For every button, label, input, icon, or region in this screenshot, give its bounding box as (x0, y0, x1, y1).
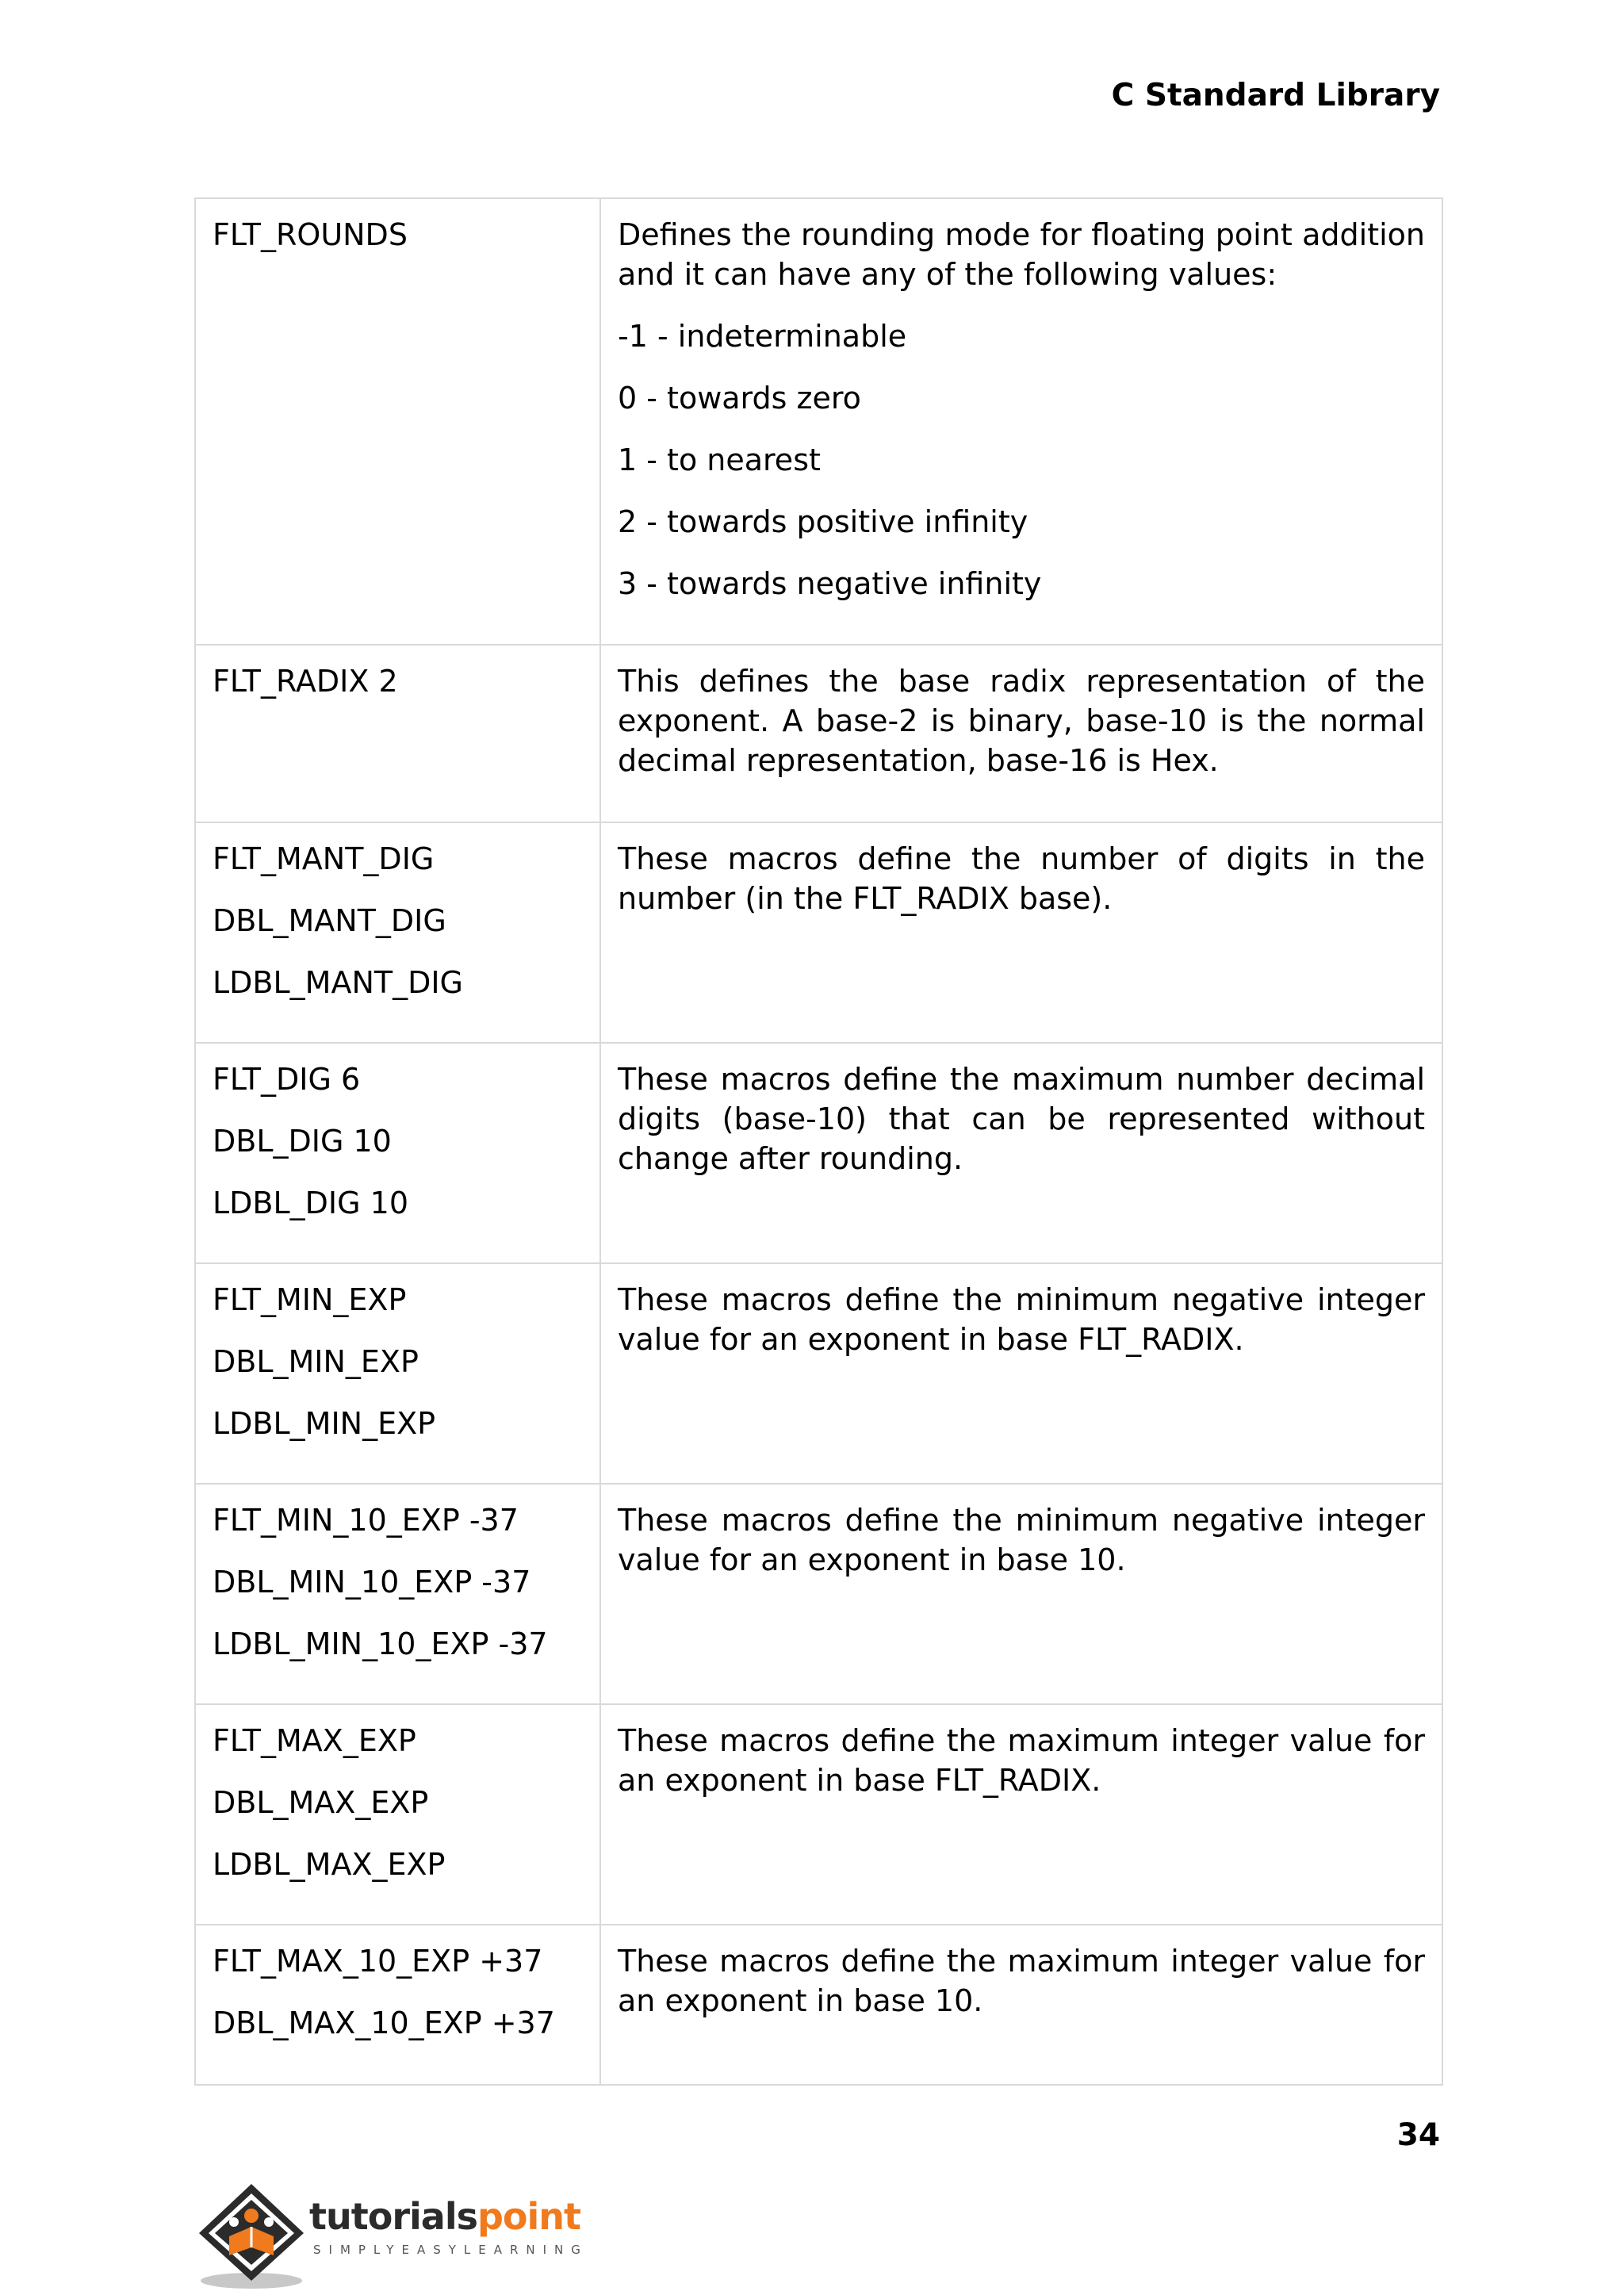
macro-description-cell (600, 1263, 1442, 1484)
logo-wordmark (309, 2195, 580, 2238)
macro-name: FLT_RADIX 2 (213, 664, 398, 699)
logo-wordmark-tutorials: tutorials (309, 2195, 477, 2238)
macro-description-paragraph: 2 - towards positive infinity (618, 504, 1028, 539)
macro-description-paragraph: -1 - indeterminable (618, 319, 907, 354)
macro-row (195, 1704, 1442, 1925)
page-header-title: C Standard Library (1111, 78, 1440, 113)
macro-row (195, 1925, 1442, 2085)
macro-name: DBL_MANT_DIG (213, 903, 446, 938)
macro-name: FLT_DIG 6 (213, 1062, 361, 1097)
tutorialspoint-logo (194, 2179, 588, 2292)
macro-name: LDBL_MAX_EXP (213, 1847, 446, 1882)
macro-description-cell (600, 1704, 1442, 1925)
macro-name: FLT_MIN_EXP (213, 1282, 407, 1317)
macro-description-paragraph: These macros define the number of digits in the number (in the FLT_RADIX base). (618, 841, 1425, 916)
macro-description-cell (600, 198, 1442, 645)
tutorialspoint-logo-icon (194, 2179, 313, 2292)
macro-row (195, 645, 1442, 822)
macro-name: FLT_MIN_10_EXP -37 (213, 1503, 519, 1538)
macro-name: DBL_DIG 10 (213, 1124, 392, 1159)
macro-name: DBL_MAX_10_EXP +37 (213, 2006, 555, 2040)
macro-name-cell (195, 1484, 600, 1704)
macro-row (195, 198, 1442, 645)
macro-name-cell (195, 198, 600, 645)
macro-name: DBL_MIN_EXP (213, 1344, 419, 1379)
macro-description-paragraph: This defines the base radix representation of the exponent. A base-2 is binary, base-10 is the normal decimal representation, base-16 is Hex. (618, 664, 1425, 778)
macro-name: LDBL_DIG 10 (213, 1186, 409, 1220)
macro-description-paragraph: 3 - towards negative infinity (618, 566, 1042, 601)
macro-name: FLT_MANT_DIG (213, 841, 435, 876)
macro-description-paragraph: These macros define the maximum number decimal digits (base-10) that can be represented without change after rounding. (618, 1062, 1425, 1176)
macro-name: FLT_MAX_EXP (213, 1723, 416, 1758)
macro-description-cell (600, 822, 1442, 1043)
macro-name: LDBL_MIN_EXP (213, 1406, 436, 1441)
macro-name: LDBL_MANT_DIG (213, 965, 464, 1000)
macro-name-cell (195, 1263, 600, 1484)
macro-description-paragraph: 0 - towards zero (618, 381, 861, 416)
macro-name: LDBL_MIN_10_EXP -37 (213, 1626, 548, 1661)
macro-row (195, 1263, 1442, 1484)
macro-description-paragraph: These macros define the minimum negative integer value for an exponent in base 10. (618, 1503, 1425, 1577)
macro-description-paragraph: Defines the rounding mode for floating point addition and it can have any of the following values: (618, 217, 1425, 292)
macro-table-body (195, 198, 1442, 2085)
logo-tagline: SIMPLYEASYLEARNING (313, 2243, 588, 2257)
macro-description-cell (600, 1925, 1442, 2085)
macro-name: DBL_MIN_10_EXP -37 (213, 1565, 531, 1600)
macro-row (195, 1484, 1442, 1704)
macro-name-cell (195, 1043, 600, 1263)
macro-description-paragraph: These macros define the maximum integer value for an exponent in base FLT_RADIX. (618, 1723, 1425, 1798)
macro-name-cell (195, 645, 600, 822)
macro-table (194, 197, 1443, 2086)
logo-wordmark-point: point (477, 2195, 581, 2238)
macro-name-cell (195, 1925, 600, 2085)
macro-name: FLT_ROUNDS (213, 217, 408, 252)
macro-name: DBL_MAX_EXP (213, 1785, 429, 1820)
macro-row (195, 822, 1442, 1043)
macro-description-paragraph: These macros define the minimum negative integer value for an exponent in base FLT_RADIX. (618, 1282, 1425, 1357)
macro-name-cell (195, 822, 600, 1043)
macro-name: FLT_MAX_10_EXP +37 (213, 1944, 543, 1979)
macro-description-cell (600, 1484, 1442, 1704)
macro-row (195, 1043, 1442, 1263)
macro-description-cell (600, 1043, 1442, 1263)
macro-description-paragraph: These macros define the maximum integer value for an exponent in base 10. (618, 1944, 1425, 2018)
macro-description-paragraph: 1 - to nearest (618, 443, 821, 477)
macro-name-cell (195, 1704, 600, 1925)
macro-description-cell (600, 645, 1442, 822)
page-number: 34 (1396, 2117, 1440, 2153)
